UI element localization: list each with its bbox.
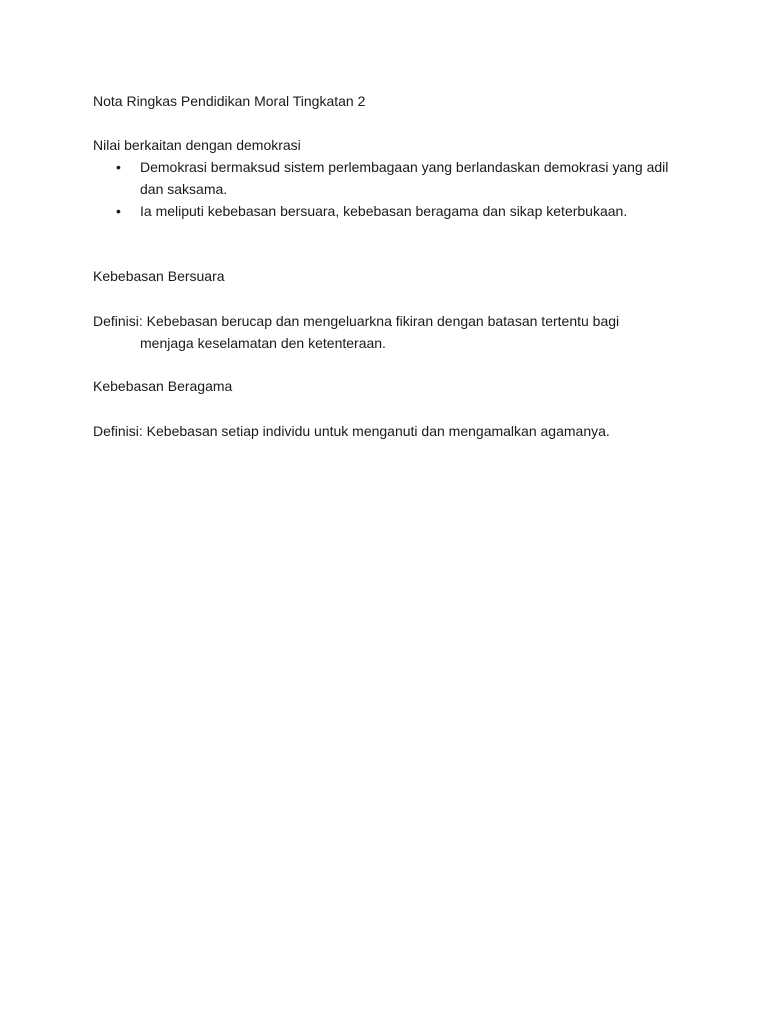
bullet-icon: •: [116, 203, 121, 219]
bullet-item-text: Ia meliputi kebebasan bersuara, kebebasan beragama dan sikap keterbukaan.: [140, 203, 628, 219]
definition-text: Definisi: Kebebasan setiap individu untuk menganuti dan mengamalkan agamanya.: [93, 423, 610, 439]
definition-text: Definisi: Kebebasan berucap dan mengeluarkna fikiran dengan batasan tertentu bagi: [93, 313, 620, 329]
bullet-item-text-continuation: dan saksama.: [140, 181, 228, 197]
document-title: Nota Ringkas Pendidikan Moral Tingkatan 2: [93, 93, 366, 109]
definition-text-continuation: menjaga keselamatan den ketenteraan.: [140, 335, 386, 351]
section-heading-democracy: Nilai berkaitan dengan demokrasi: [93, 137, 301, 153]
section-heading-freedom-of-speech: Kebebasan Bersuara: [93, 268, 225, 284]
bullet-item-text: Demokrasi bermaksud sistem perlembagaan yang berlandaskan demokrasi yang adil: [140, 159, 669, 175]
section-heading-freedom-of-religion: Kebebasan Beragama: [93, 378, 233, 394]
bullet-icon: •: [116, 159, 121, 175]
